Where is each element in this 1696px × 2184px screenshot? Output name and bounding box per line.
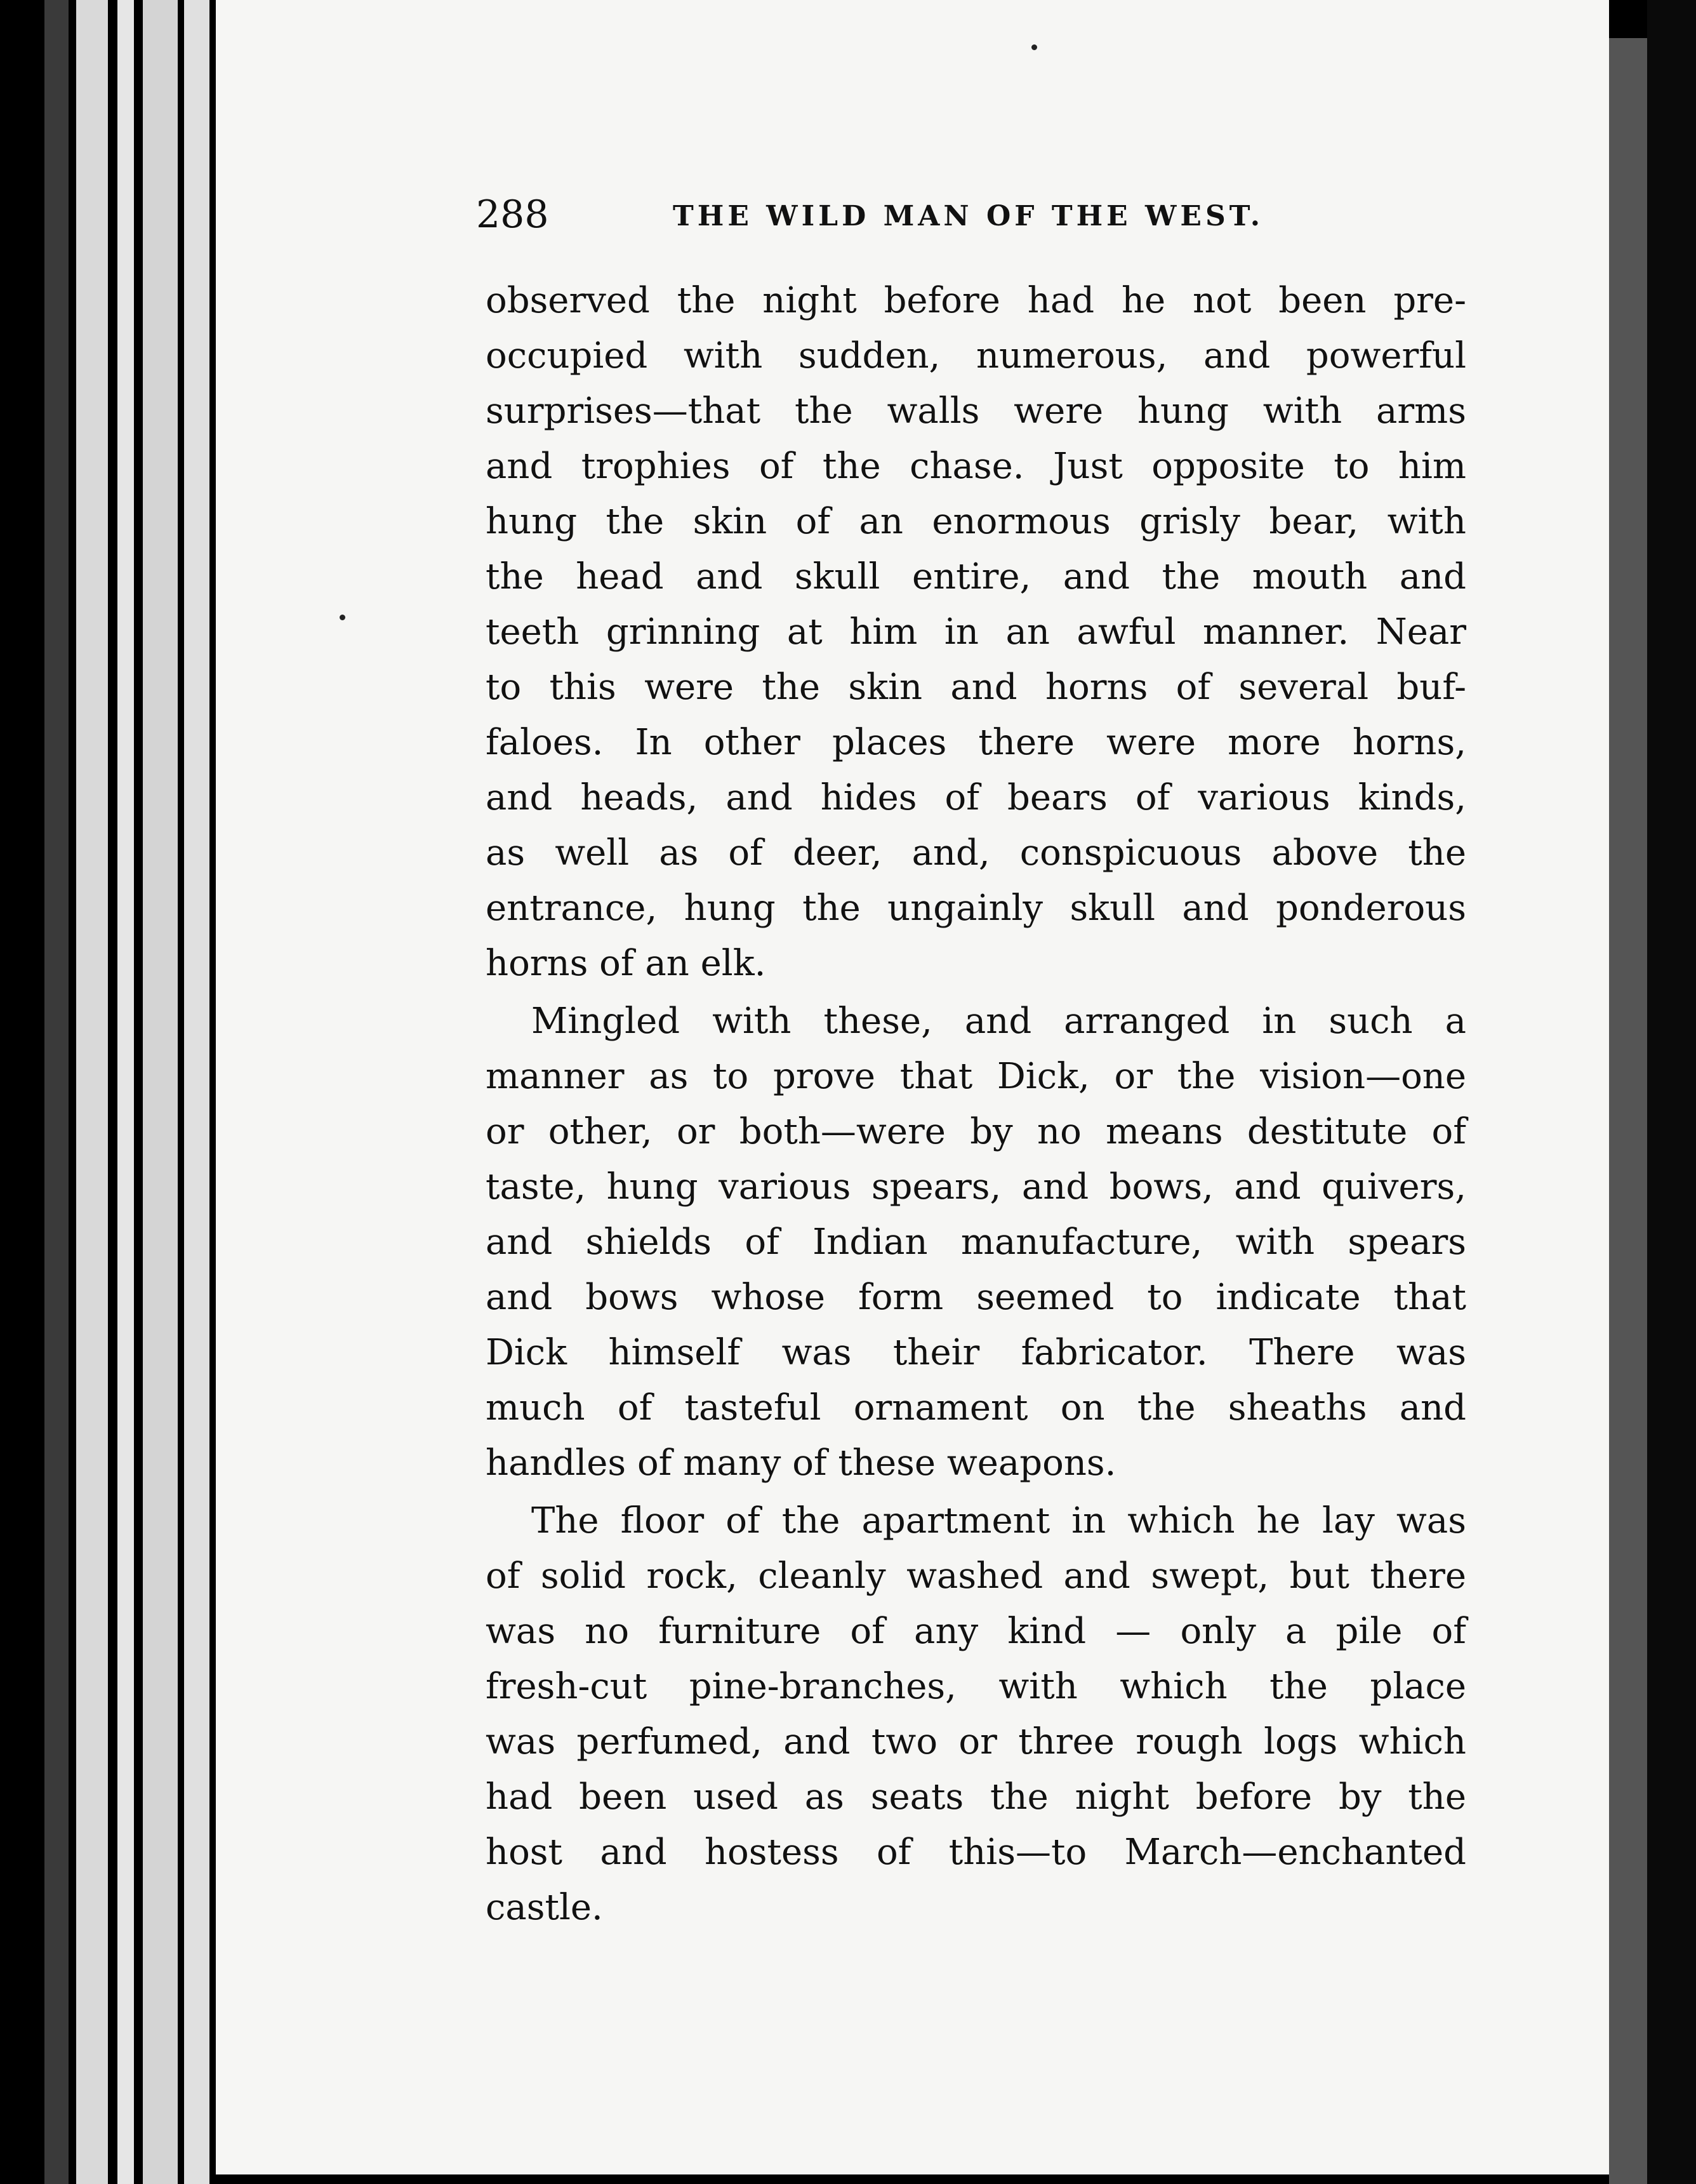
text-line: or other, or both—were by no means destitute of bbox=[486, 1111, 1466, 1152]
text-line: host and hostess of this—to March—enchanted bbox=[486, 1832, 1466, 1873]
text-line: had been used as seats the night before by the bbox=[486, 1776, 1466, 1818]
running-head: THE WILD MAN OF THE WEST. bbox=[673, 200, 1264, 232]
text-line: to this were the skin and horns of several buf- bbox=[486, 667, 1466, 708]
text-line: much of tasteful ornament on the sheaths and bbox=[486, 1387, 1466, 1428]
text-line: and trophies of the chase. Just opposite to him bbox=[486, 446, 1466, 487]
body-text bbox=[486, 273, 1466, 1935]
text-line: was no furniture of any kind — only a pile of bbox=[486, 1611, 1466, 1652]
text-line: observed the night before had he not been pre- bbox=[486, 280, 1466, 321]
text-line: and shields of Indian manufacture, with spears bbox=[486, 1222, 1466, 1263]
text-line: horns of an elk. bbox=[486, 943, 766, 984]
text-line: faloes. In other places there were more horns, bbox=[486, 722, 1466, 763]
text-line: occupied with sudden, numerous, and powerful bbox=[486, 335, 1466, 376]
paragraph-2 bbox=[486, 994, 1466, 1491]
text-line: Dick himself was their fabricator. There was bbox=[486, 1332, 1466, 1373]
book-edge-strip bbox=[184, 0, 209, 2184]
text-line: taste, hung various spears, and bows, and quivers, bbox=[486, 1166, 1466, 1208]
book-edge-strip bbox=[44, 0, 69, 2184]
paragraph-3 bbox=[486, 1493, 1466, 1935]
book-edge-strip bbox=[117, 0, 134, 2184]
text-line: and bows whose form seemed to indicate that bbox=[486, 1277, 1466, 1318]
text-line: castle. bbox=[486, 1887, 603, 1928]
text-line: fresh-cut pine-branches, with which the place bbox=[486, 1666, 1466, 1707]
text-line: the head and skull entire, and the mouth and bbox=[486, 556, 1466, 597]
page-header bbox=[476, 189, 1504, 240]
text-line: and heads, and hides of bears of various kinds, bbox=[486, 777, 1466, 818]
text-line: manner as to prove that Dick, or the vision—one bbox=[486, 1056, 1466, 1097]
print-speck bbox=[340, 615, 345, 620]
page-gutter-edge bbox=[1647, 0, 1696, 2184]
book-edge-strip bbox=[143, 0, 178, 2184]
text-line: The floor of the apartment in which he lay was bbox=[531, 1500, 1466, 1541]
text-line: hung the skin of an enormous grisly bear, with bbox=[486, 501, 1466, 542]
text-line: teeth grinning at him in an awful manner. Near bbox=[486, 611, 1466, 653]
paragraph-1 bbox=[486, 273, 1466, 991]
text-line: surprises—that the walls were hung with arms bbox=[486, 390, 1466, 432]
print-speck bbox=[1031, 44, 1037, 50]
text-line: was perfumed, and two or three rough logs which bbox=[486, 1721, 1466, 1762]
page-number: 288 bbox=[476, 192, 549, 237]
page-gutter-shadow bbox=[1609, 38, 1647, 2184]
book-edge-strip bbox=[76, 0, 108, 2184]
text-line: as well as of deer, and, conspicuous above the bbox=[486, 832, 1466, 874]
text-line: Mingled with these, and arranged in such a bbox=[531, 1001, 1466, 1042]
text-line: entrance, hung the ungainly skull and ponderous bbox=[486, 888, 1466, 929]
text-line: handles of many of these weapons. bbox=[486, 1442, 1116, 1484]
text-line: of solid rock, cleanly washed and swept, but there bbox=[486, 1555, 1466, 1597]
